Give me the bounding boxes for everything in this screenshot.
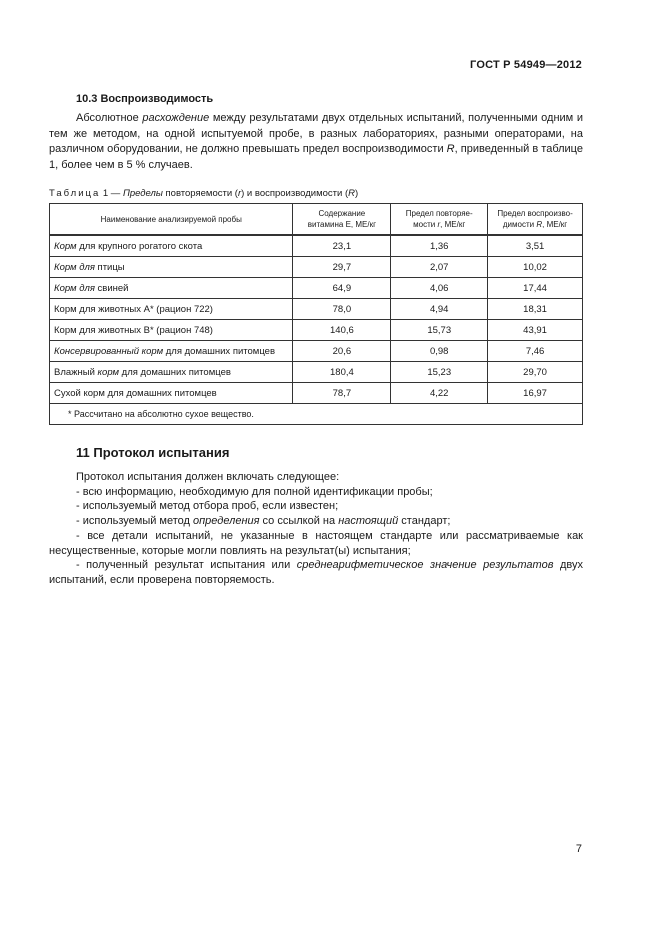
sample-name: Влажный корм для домашних питомцев: [50, 362, 293, 383]
sample-name: Корм для животных А* (рацион 722): [50, 299, 293, 320]
section-11-body: [49, 470, 583, 588]
list-item: - используемый метод определения со ссылкой на настоящий стандарт;: [76, 515, 451, 528]
vitamin-content-value: 140,6: [293, 320, 391, 341]
table-row: [50, 362, 583, 383]
header-repeatability-limit: Предел повторяе- мости r, МЕ/кг: [391, 204, 488, 236]
vitamin-content-value: 78,7: [293, 383, 391, 404]
reproducibility-value: 10,02: [488, 257, 583, 278]
reproducibility-value: 43,91: [488, 320, 583, 341]
reproducibility-value: 7,46: [488, 341, 583, 362]
table-row: [50, 383, 583, 404]
table-header-row: [50, 204, 583, 236]
list-item: - все детали испытаний, не указанные в настоящем стандарте или рассматриваемые как несущественные, которые могли повлиять на результат(ы) испытания;: [49, 529, 583, 557]
standard-designation: ГОСТ Р 54949—2012: [470, 59, 582, 71]
reproducibility-value: 16,97: [488, 383, 583, 404]
list-item: - всю информацию, необходимую для полной идентификации пробы;: [76, 485, 433, 498]
repeatability-value: 2,07: [391, 257, 488, 278]
section-11-intro: Протокол испытания должен включать следующее:: [76, 471, 340, 483]
table-row: [50, 320, 583, 341]
vitamin-content-value: 29,7: [293, 257, 391, 278]
table-row: [50, 257, 583, 278]
sample-name: Сухой корм для домашних питомцев: [50, 383, 293, 404]
section-11-title: 11 Протокол испытания: [76, 445, 230, 460]
reproducibility-value: 18,31: [488, 299, 583, 320]
table-row: [50, 299, 583, 320]
page-number: 7: [575, 843, 582, 855]
sample-name: Корм для животных В* (рацион 748): [50, 320, 293, 341]
vitamin-content-value: 78,0: [293, 299, 391, 320]
header-sample-name: Наименование анализируемой пробы: [50, 204, 293, 236]
section-10-3-text: Абсолютное расхождение между результатами двух отдельных испытаний, полученными одним и тем же методом, на одной испытуемой пробе, в разных лабораториях, разными операторами, на различном оборудовании, не должно превышать предел воспроизводимости R, приведенный в таблице 1, более чем в 5 % случаев.: [49, 112, 583, 171]
repeatability-value: 15,73: [391, 320, 488, 341]
table-footnote: * Рассчитано на абсолютно сухое вещество.: [50, 404, 583, 425]
sample-name: Корм для крупного рогатого скота: [50, 235, 293, 257]
list-item: - используемый метод отбора проб, если известен;: [76, 500, 339, 513]
repeatability-value: 1,36: [391, 235, 488, 257]
sample-name: Корм для птицы: [50, 257, 293, 278]
table-row: [50, 341, 583, 362]
reproducibility-value: 17,44: [488, 278, 583, 299]
sample-name: Консервированный корм для домашних питомцев: [50, 341, 293, 362]
precision-table: [49, 203, 583, 425]
table-footnote-row: [50, 404, 583, 425]
repeatability-value: 4,94: [391, 299, 488, 320]
table-row: [50, 235, 583, 257]
repeatability-value: 15,23: [391, 362, 488, 383]
section-10-3-title: 10.3 Воспроизводимость: [76, 93, 214, 105]
table-row: [50, 278, 583, 299]
reproducibility-value: 3,51: [488, 235, 583, 257]
repeatability-value: 4,06: [391, 278, 488, 299]
table-caption: Таблица 1 — Пределы повторяемости (r) и воспроизводимости (R): [49, 188, 359, 199]
vitamin-content-value: 23,1: [293, 235, 391, 257]
list-item: - полученный результат испытания или среднеарифметическое значение результатов двух испытаний, если проверена повторяемость.: [49, 559, 583, 586]
sample-name: Корм для свиней: [50, 278, 293, 299]
vitamin-content-value: 180,4: [293, 362, 391, 383]
page-content: [49, 93, 583, 588]
vitamin-content-value: 64,9: [293, 278, 391, 299]
repeatability-value: 4,22: [391, 383, 488, 404]
reproducibility-value: 29,70: [488, 362, 583, 383]
repeatability-value: 0,98: [391, 341, 488, 362]
header-vitamin-content: Содержание витамина Е, МЕ/кг: [293, 204, 391, 236]
vitamin-content-value: 20,6: [293, 341, 391, 362]
header-reproducibility-limit: Предел воспроизво- димости R, МЕ/кг: [488, 204, 583, 236]
